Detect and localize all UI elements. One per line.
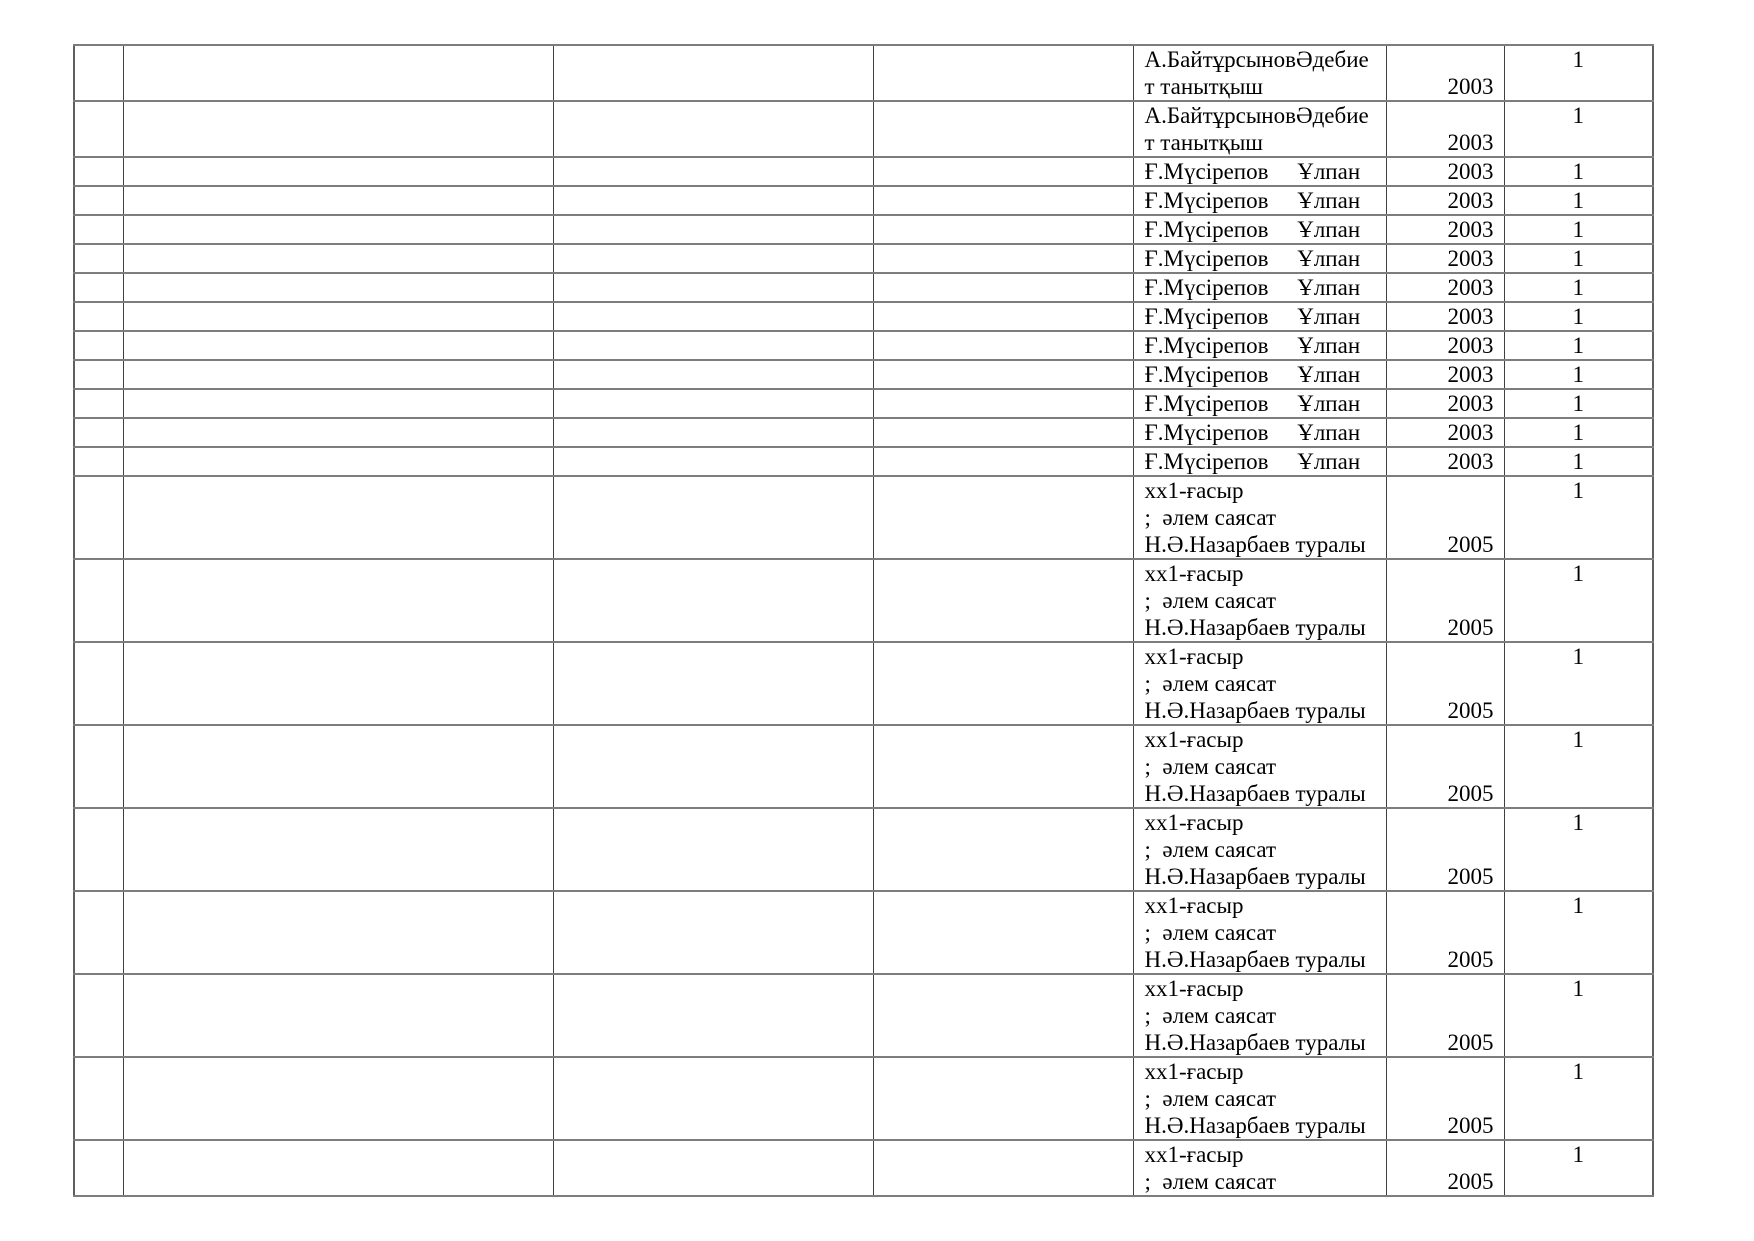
cell-year: 2003 bbox=[1386, 302, 1504, 331]
cell-empty-3 bbox=[553, 244, 873, 273]
cell-empty-2 bbox=[123, 418, 553, 447]
title-line: Ғ.Мүсірепов Ұлпан bbox=[1144, 188, 1361, 213]
cell-year: 2003 bbox=[1386, 360, 1504, 389]
cell-title bbox=[1133, 974, 1386, 1057]
cell-year: 2005 bbox=[1386, 476, 1504, 559]
title-line: Ғ.Мүсірепов Ұлпан bbox=[1144, 275, 1361, 300]
cell-count: 1 bbox=[1504, 101, 1653, 157]
title-line: хх1-ғасыр bbox=[1144, 1059, 1244, 1084]
cell-empty-3 bbox=[553, 389, 873, 418]
table-row bbox=[74, 642, 1653, 725]
title-line: ; әлем саясат bbox=[1144, 754, 1277, 779]
cell-empty-1 bbox=[74, 389, 123, 418]
title-line: Ғ.Мүсірепов Ұлпан bbox=[1144, 246, 1361, 271]
table-row bbox=[74, 808, 1653, 891]
cell-empty-1 bbox=[74, 215, 123, 244]
cell-empty-2 bbox=[123, 101, 553, 157]
cell-year: 2003 bbox=[1386, 186, 1504, 215]
cell-count: 1 bbox=[1504, 302, 1653, 331]
cell-title bbox=[1133, 244, 1386, 273]
cell-count: 1 bbox=[1504, 891, 1653, 974]
cell-empty-4 bbox=[873, 1140, 1133, 1196]
title-line: А.БайтұрсыновӘдебие bbox=[1144, 47, 1369, 72]
title-line: ; әлем саясат bbox=[1144, 671, 1277, 696]
cell-empty-1 bbox=[74, 101, 123, 157]
cell-empty-2 bbox=[123, 447, 553, 476]
cell-title bbox=[1133, 302, 1386, 331]
title-line: хх1-ғасыр bbox=[1144, 644, 1244, 669]
cell-title bbox=[1133, 418, 1386, 447]
title-line: Ғ.Мүсірепов Ұлпан bbox=[1144, 449, 1361, 474]
cell-year: 2003 bbox=[1386, 273, 1504, 302]
cell-empty-4 bbox=[873, 418, 1133, 447]
cell-empty-3 bbox=[553, 273, 873, 302]
title-line: Ғ.Мүсірепов Ұлпан bbox=[1144, 391, 1361, 416]
cell-count: 1 bbox=[1504, 1057, 1653, 1140]
cell-year: 2003 bbox=[1386, 447, 1504, 476]
title-line: Н.Ә.Назарбаев туралы bbox=[1144, 1030, 1366, 1055]
cell-empty-2 bbox=[123, 186, 553, 215]
table-row bbox=[74, 974, 1653, 1057]
cell-count: 1 bbox=[1504, 559, 1653, 642]
cell-title bbox=[1133, 157, 1386, 186]
title-line: хх1-ғасыр bbox=[1144, 810, 1244, 835]
cell-count: 1 bbox=[1504, 215, 1653, 244]
cell-empty-1 bbox=[74, 725, 123, 808]
cell-empty-4 bbox=[873, 244, 1133, 273]
cell-count: 1 bbox=[1504, 725, 1653, 808]
cell-count: 1 bbox=[1504, 389, 1653, 418]
cell-year: 2003 bbox=[1386, 101, 1504, 157]
title-line: А.БайтұрсыновӘдебие bbox=[1144, 103, 1369, 128]
title-line: Н.Ә.Назарбаев туралы bbox=[1144, 532, 1366, 557]
title-line: Н.Ә.Назарбаев туралы bbox=[1144, 615, 1366, 640]
cell-count: 1 bbox=[1504, 447, 1653, 476]
table-row bbox=[74, 302, 1653, 331]
cell-empty-3 bbox=[553, 725, 873, 808]
table-row bbox=[74, 360, 1653, 389]
cell-year: 2005 bbox=[1386, 1140, 1504, 1196]
cell-count: 1 bbox=[1504, 186, 1653, 215]
cell-empty-2 bbox=[123, 331, 553, 360]
cell-empty-1 bbox=[74, 45, 123, 101]
cell-empty-4 bbox=[873, 559, 1133, 642]
cell-empty-1 bbox=[74, 186, 123, 215]
cell-count: 1 bbox=[1504, 157, 1653, 186]
cell-empty-1 bbox=[74, 642, 123, 725]
cell-empty-3 bbox=[553, 45, 873, 101]
table-row bbox=[74, 157, 1653, 186]
cell-empty-3 bbox=[553, 559, 873, 642]
table-row bbox=[74, 389, 1653, 418]
title-line: хх1-ғасыр bbox=[1144, 727, 1244, 752]
title-line: Ғ.Мүсірепов Ұлпан bbox=[1144, 304, 1361, 329]
cell-year: 2003 bbox=[1386, 389, 1504, 418]
cell-title bbox=[1133, 389, 1386, 418]
cell-title bbox=[1133, 447, 1386, 476]
cell-count: 1 bbox=[1504, 273, 1653, 302]
table-row bbox=[74, 447, 1653, 476]
cell-empty-4 bbox=[873, 157, 1133, 186]
title-line: Ғ.Мүсірепов Ұлпан bbox=[1144, 420, 1361, 445]
cell-empty-4 bbox=[873, 1057, 1133, 1140]
cell-empty-4 bbox=[873, 891, 1133, 974]
title-line: Н.Ә.Назарбаев туралы bbox=[1144, 781, 1366, 806]
title-line: ; әлем саясат bbox=[1144, 920, 1277, 945]
cell-empty-2 bbox=[123, 389, 553, 418]
cell-empty-4 bbox=[873, 45, 1133, 101]
title-line: Ғ.Мүсірепов Ұлпан bbox=[1144, 159, 1361, 184]
cell-empty-2 bbox=[123, 642, 553, 725]
cell-empty-3 bbox=[553, 974, 873, 1057]
cell-empty-2 bbox=[123, 302, 553, 331]
cell-count: 1 bbox=[1504, 808, 1653, 891]
cell-title bbox=[1133, 186, 1386, 215]
cell-empty-2 bbox=[123, 1140, 553, 1196]
title-line: Н.Ә.Назарбаев туралы bbox=[1144, 864, 1366, 889]
title-line: Ғ.Мүсірепов Ұлпан bbox=[1144, 362, 1361, 387]
library-table bbox=[73, 44, 1654, 1197]
cell-title bbox=[1133, 45, 1386, 101]
table-body bbox=[74, 45, 1653, 1196]
cell-empty-3 bbox=[553, 642, 873, 725]
cell-title bbox=[1133, 808, 1386, 891]
cell-empty-4 bbox=[873, 642, 1133, 725]
cell-empty-1 bbox=[74, 1057, 123, 1140]
title-line: Ғ.Мүсірепов Ұлпан bbox=[1144, 217, 1361, 242]
title-line: Н.Ә.Назарбаев туралы bbox=[1144, 947, 1366, 972]
cell-empty-3 bbox=[553, 1057, 873, 1140]
table-row bbox=[74, 273, 1653, 302]
cell-empty-4 bbox=[873, 302, 1133, 331]
cell-empty-1 bbox=[74, 157, 123, 186]
cell-year: 2005 bbox=[1386, 1057, 1504, 1140]
table-row bbox=[74, 244, 1653, 273]
cell-title bbox=[1133, 642, 1386, 725]
cell-count: 1 bbox=[1504, 331, 1653, 360]
cell-year: 2003 bbox=[1386, 157, 1504, 186]
cell-empty-4 bbox=[873, 725, 1133, 808]
cell-title bbox=[1133, 331, 1386, 360]
cell-count: 1 bbox=[1504, 418, 1653, 447]
cell-empty-1 bbox=[74, 244, 123, 273]
table-row bbox=[74, 331, 1653, 360]
cell-title bbox=[1133, 559, 1386, 642]
cell-count: 1 bbox=[1504, 360, 1653, 389]
cell-year: 2005 bbox=[1386, 891, 1504, 974]
table-row bbox=[74, 186, 1653, 215]
cell-empty-4 bbox=[873, 974, 1133, 1057]
cell-empty-3 bbox=[553, 302, 873, 331]
title-line: хх1-ғасыр bbox=[1144, 478, 1244, 503]
cell-empty-4 bbox=[873, 331, 1133, 360]
cell-empty-3 bbox=[553, 360, 873, 389]
table-row bbox=[74, 476, 1653, 559]
cell-title bbox=[1133, 725, 1386, 808]
cell-year: 2005 bbox=[1386, 559, 1504, 642]
cell-empty-2 bbox=[123, 215, 553, 244]
cell-empty-2 bbox=[123, 244, 553, 273]
cell-empty-4 bbox=[873, 215, 1133, 244]
title-line: ; әлем саясат bbox=[1144, 588, 1277, 613]
cell-title bbox=[1133, 215, 1386, 244]
title-line: Ғ.Мүсірепов Ұлпан bbox=[1144, 333, 1361, 358]
cell-empty-4 bbox=[873, 186, 1133, 215]
cell-year: 2003 bbox=[1386, 331, 1504, 360]
cell-empty-1 bbox=[74, 331, 123, 360]
cell-empty-1 bbox=[74, 476, 123, 559]
cell-empty-1 bbox=[74, 360, 123, 389]
title-line: Н.Ә.Назарбаев туралы bbox=[1144, 1113, 1366, 1138]
cell-empty-4 bbox=[873, 389, 1133, 418]
cell-empty-1 bbox=[74, 1140, 123, 1196]
cell-empty-2 bbox=[123, 725, 553, 808]
title-line: хх1-ғасыр bbox=[1144, 1142, 1244, 1167]
table-row bbox=[74, 418, 1653, 447]
title-line: ; әлем саясат bbox=[1144, 1086, 1277, 1111]
cell-empty-1 bbox=[74, 974, 123, 1057]
cell-empty-2 bbox=[123, 273, 553, 302]
table-row bbox=[74, 891, 1653, 974]
cell-count: 1 bbox=[1504, 642, 1653, 725]
cell-title bbox=[1133, 101, 1386, 157]
cell-empty-3 bbox=[553, 157, 873, 186]
cell-title bbox=[1133, 273, 1386, 302]
cell-empty-1 bbox=[74, 418, 123, 447]
cell-empty-3 bbox=[553, 215, 873, 244]
title-line: хх1-ғасыр bbox=[1144, 893, 1244, 918]
cell-empty-2 bbox=[123, 559, 553, 642]
cell-year: 2003 bbox=[1386, 418, 1504, 447]
cell-empty-4 bbox=[873, 476, 1133, 559]
cell-title bbox=[1133, 1057, 1386, 1140]
cell-empty-2 bbox=[123, 891, 553, 974]
cell-year: 2003 bbox=[1386, 45, 1504, 101]
table-row bbox=[74, 559, 1653, 642]
cell-empty-2 bbox=[123, 808, 553, 891]
title-line: хх1-ғасыр bbox=[1144, 976, 1244, 1001]
cell-count: 1 bbox=[1504, 244, 1653, 273]
table-row bbox=[74, 45, 1653, 101]
title-line: ; әлем саясат bbox=[1144, 837, 1277, 862]
cell-title bbox=[1133, 360, 1386, 389]
cell-year: 2005 bbox=[1386, 974, 1504, 1057]
title-line: т танытқыш bbox=[1144, 130, 1263, 155]
cell-empty-1 bbox=[74, 559, 123, 642]
title-line: т танытқыш bbox=[1144, 74, 1263, 99]
title-line: ; әлем саясат bbox=[1144, 1003, 1277, 1028]
cell-empty-3 bbox=[553, 476, 873, 559]
table-row bbox=[74, 215, 1653, 244]
cell-empty-1 bbox=[74, 447, 123, 476]
cell-empty-3 bbox=[553, 331, 873, 360]
cell-empty-4 bbox=[873, 360, 1133, 389]
cell-year: 2003 bbox=[1386, 215, 1504, 244]
cell-year: 2003 bbox=[1386, 244, 1504, 273]
title-line: хх1-ғасыр bbox=[1144, 561, 1244, 586]
cell-year: 2005 bbox=[1386, 808, 1504, 891]
cell-title bbox=[1133, 1140, 1386, 1196]
cell-empty-4 bbox=[873, 808, 1133, 891]
title-line: ; әлем саясат bbox=[1144, 1169, 1277, 1194]
table-row bbox=[74, 1140, 1653, 1196]
cell-empty-4 bbox=[873, 273, 1133, 302]
cell-empty-2 bbox=[123, 360, 553, 389]
cell-empty-1 bbox=[74, 808, 123, 891]
cell-empty-2 bbox=[123, 974, 553, 1057]
cell-empty-3 bbox=[553, 418, 873, 447]
cell-empty-2 bbox=[123, 1057, 553, 1140]
cell-empty-2 bbox=[123, 157, 553, 186]
cell-count: 1 bbox=[1504, 476, 1653, 559]
cell-empty-1 bbox=[74, 302, 123, 331]
cell-empty-4 bbox=[873, 447, 1133, 476]
cell-empty-3 bbox=[553, 1140, 873, 1196]
cell-count: 1 bbox=[1504, 1140, 1653, 1196]
cell-empty-3 bbox=[553, 447, 873, 476]
cell-empty-3 bbox=[553, 101, 873, 157]
cell-year: 2005 bbox=[1386, 642, 1504, 725]
cell-year: 2005 bbox=[1386, 725, 1504, 808]
table-row bbox=[74, 101, 1653, 157]
cell-empty-3 bbox=[553, 891, 873, 974]
cell-empty-2 bbox=[123, 45, 553, 101]
title-line: ; әлем саясат bbox=[1144, 505, 1277, 530]
cell-empty-1 bbox=[74, 891, 123, 974]
title-line: Н.Ә.Назарбаев туралы bbox=[1144, 698, 1366, 723]
table-row bbox=[74, 1057, 1653, 1140]
table-row bbox=[74, 725, 1653, 808]
cell-empty-4 bbox=[873, 101, 1133, 157]
cell-count: 1 bbox=[1504, 974, 1653, 1057]
cell-empty-2 bbox=[123, 476, 553, 559]
cell-empty-3 bbox=[553, 808, 873, 891]
cell-empty-3 bbox=[553, 186, 873, 215]
cell-title bbox=[1133, 891, 1386, 974]
cell-title bbox=[1133, 476, 1386, 559]
cell-count: 1 bbox=[1504, 45, 1653, 101]
cell-empty-1 bbox=[74, 273, 123, 302]
